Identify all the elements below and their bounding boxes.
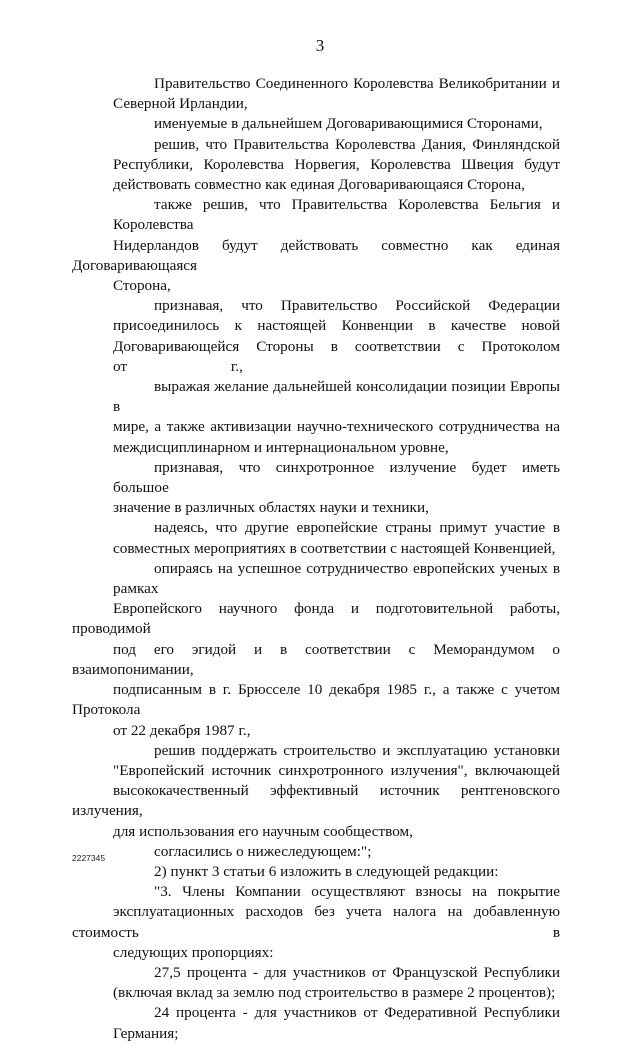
- text-line: мире, а также активизации научно-технического сотрудничества на: [113, 418, 560, 436]
- paragraph: [72, 135, 560, 196]
- text-line: надеясь, что другие европейские страны примут участие в: [154, 519, 560, 537]
- text-line: Договаривающейся Стороны в соответствии с Протоколом: [113, 337, 560, 355]
- text-line: подписанным в г. Брюсселе 10 декабря 1985 г., а также с учетом Протокола: [72, 681, 560, 719]
- page-number: 3: [315, 36, 325, 55]
- text-line: признавая, что Правительство Российской Федерации: [154, 297, 560, 315]
- paragraph: [72, 882, 560, 963]
- text-line: следующих пропорциях:: [113, 943, 274, 961]
- text-line: Германия;: [113, 1024, 179, 1042]
- text-line: Сторона,: [113, 277, 171, 295]
- text-line: согласились о нижеследующем:";: [154, 842, 372, 860]
- text-line: эксплуатационных расходов без учета налога на добавленную стоимость в: [72, 903, 560, 941]
- text-line: "Европейский источник синхротронного излучения", включающей: [113, 761, 560, 779]
- text-line: присоединилось к настоящей Конвенции в качестве новой: [113, 317, 560, 335]
- paragraph: [72, 518, 560, 558]
- text-line: 24 процента - для участников от Федеративной Республики: [154, 1004, 560, 1022]
- text-line: именуемые в дальнейшем Договаривающимися Сторонами,: [154, 115, 543, 133]
- text-line: решив поддержать строительство и эксплуатацию установки: [154, 741, 560, 759]
- paragraph: [72, 862, 560, 882]
- text-line: для использования его научным сообществом,: [113, 822, 413, 840]
- paragraph: [72, 296, 560, 377]
- text-line: Европейского научного фонда и подготовительной работы, проводимой: [72, 600, 560, 638]
- text-line: опираясь на успешное сотрудничество европейских ученых в рамках: [113, 559, 560, 598]
- document-code: 2227345: [72, 853, 106, 863]
- paragraph: [72, 74, 560, 114]
- paragraph: [72, 1003, 560, 1043]
- text-line: выражая желание дальнейшей консолидации позиции Европы в: [113, 378, 560, 416]
- paragraph: [72, 741, 560, 842]
- text-line: от г.,: [113, 357, 243, 375]
- text-line: под его эгидой и в соответствии с Меморандумом о взаимопонимании,: [72, 640, 560, 678]
- paragraph: [72, 195, 560, 296]
- paragraph: [72, 458, 560, 519]
- text-line: действовать совместно как единая Договаривающаяся Сторона,: [113, 176, 525, 194]
- text-line: высококачественный эффективный источник рентгеновского излучения,: [72, 782, 560, 820]
- text-line: также решив, что Правительства Королевства Бельгия и Королевства: [113, 196, 560, 234]
- document-body: [72, 74, 560, 1044]
- text-line: междисциплинарном и интернациональном уровне,: [113, 438, 449, 456]
- text-line: (включая вклад за землю под строительство в размере 2 процентов);: [113, 984, 556, 1002]
- text-line: значение в различных областях науки и техники,: [113, 499, 429, 517]
- text-line: Нидерландов будут действовать совместно как единая Договаривающаяся: [72, 236, 560, 274]
- text-line: Северной Ирландии,: [113, 95, 248, 113]
- paragraph: [72, 559, 560, 741]
- text-line: решив, что Правительства Королевства Дания, Финляндской: [154, 135, 560, 153]
- text-line: "3. Члены Компании осуществляют взносы на покрытие: [154, 883, 560, 901]
- paragraph: [72, 377, 560, 458]
- text-line: признавая, что синхротронное излучение будет иметь большое: [113, 458, 560, 497]
- text-line: Правительство Соединенного Королевства Великобритании и: [154, 75, 560, 92]
- text-line: совместных мероприятиях в соответствии с настоящей Конвенцией,: [113, 539, 556, 557]
- paragraph: [72, 842, 560, 862]
- text-line: 27,5 процента - для участников от Французской Республики: [154, 963, 560, 981]
- paragraph: [72, 114, 560, 134]
- text-line: Республики, Королевства Норвегия, Королевства Швеция будут: [113, 155, 560, 173]
- text-line: 2) пункт 3 статьи 6 изложить в следующей редакции:: [154, 862, 499, 880]
- text-line: от 22 декабря 1987 г.,: [113, 721, 251, 739]
- paragraph: [72, 963, 560, 1003]
